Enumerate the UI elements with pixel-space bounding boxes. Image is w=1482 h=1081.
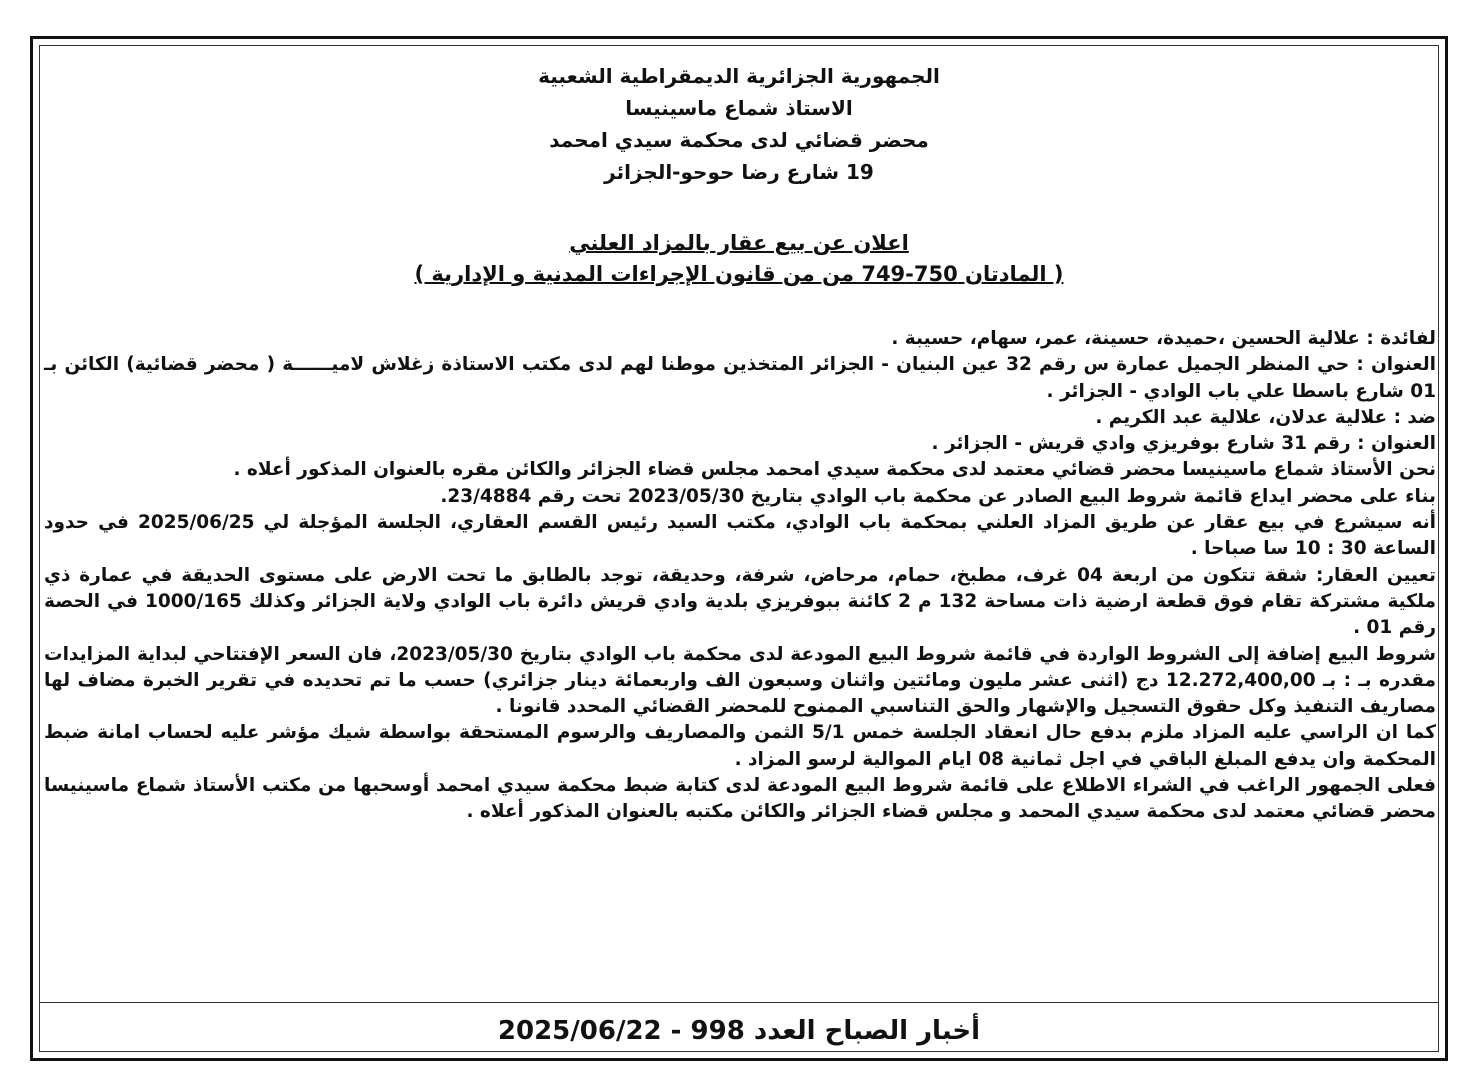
beneficiaries-address: العنوان : حي المنظر الجميل عمارة س رقم 32 عين البنيان - الجزائر المتخذين موطنا لهم لدى مكتب الاستاذة زغلاش لاميــــــة ( محضر قضائية) الكائن بـ 01 شارع باسطا علي باب الوادي - الجزائر . [44, 354, 1437, 402]
title-main: اعلان عن بيع عقار بالمزاد العلني [569, 231, 909, 255]
footer-divider [40, 1002, 1438, 1003]
bailiff-name: الاستاذ شماع ماسينيسا [625, 96, 853, 120]
payment-terms: كما ان الراسي عليه المزاد ملزم بدفع حال انعقاد الجلسة خمس 5/1 الثمن والمصاريف والرسوم المستحقة بواسطة شيك مؤشر عليه لحساب امانة ضبط المحكمة وان يدفع المبلغ الباقي في اجل ثمانية 08 ايام الموالية لرسو المزاد . [44, 722, 1436, 770]
defendants-address: العنوان : رقم 31 شارع بوفريزي وادي قريش - الجزائر . [931, 433, 1436, 455]
sale-conditions: شروط البيع إضافة إلى الشروط الواردة في قائمة شروط البيع المودعة لدى محكمة باب الوادي بتاريخ 2023/05/30، فان السعر الإفتتاحي لبداية المزايدات مقدره بـ : بـ 12.272,400,00 دج (اثنى عشر مليون ومائتين واثنان وسبعون الف واربعمائة دينار جزائري) حسب ما تم تحديده في تقرير الخبرة مضاف لها مصاريف التنفيذ وكل حقوق التسجيل والإشهار والحق التناسبي الممنوح للمحضر القضائي المحدد قانونا . [44, 643, 1436, 718]
announcement-body [44, 326, 1436, 826]
bailiff-address: 19 شارع رضا حوحو-الجزائر [604, 160, 874, 184]
announcement-inner-border [39, 45, 1439, 1052]
property-description: تعيين العقار: شقة تتكون من اربعة 04 غرف، مطبخ، حمام، مرحاض، شرفة، وحديقة، توجد بالطابق ما تحت الارض على مستوى الحديقة في عمارة ذي ملكية مشتركة تقام فوق قطعة ارضية ذات مساحة 132 م 2 كائنة ببوفريزي بلدية وادي قريش دائرة باب الوادي ولاية الجزائر وكذلك 1000/165 في الحصة رقم 01 . [44, 564, 1436, 639]
defendants: ضد : علالية عدلان، علالية عبد الكريم . [1095, 406, 1436, 428]
public-notice: فعلى الجمهور الراغب في الشراء الاطلاع على قائمة شروط البيع المودعة لدى كتابة ضبط محكمة سيدي امحمد أوسحبها من مكتب الأستاذ شماع ماسينيسا محضر قضائي معتمد لدى محكمة سيدي المحمد و مجلس قضاء الجزائر والكائن مكتبه بالعنوان المذكور أعلاه . [44, 775, 1436, 823]
title-legal-reference: ( المادتان 750-749 من من قانون الإجراءات المدنية و الإدارية ) [414, 262, 1064, 286]
announcement-frame [30, 36, 1448, 1061]
bailiff-court: محضر قضائي لدى محكمة سيدي امحمد [549, 128, 929, 152]
country-name: الجمهورية الجزائرية الديمقراطية الشعبية [538, 64, 940, 88]
publication-footer: أخبار الصباح العدد 998 - 2025/06/22 [497, 1016, 981, 1046]
letterhead [40, 60, 1438, 188]
beneficiaries: لفائدة : علالية الحسين ،حميدة، حسينة، عمر، سهام، حسيبة . [891, 328, 1436, 349]
auction-session: أنه سيشرع في بيع عقار عن طريق المزاد العلني بمحكمة باب الوادي، مكتب السيد رئيس القسم العقاري، الجلسة المؤجلة لي 2025/06/25 في حدود الساعة 30 : 10 سا صباحا . [44, 512, 1437, 560]
announcement-title [40, 228, 1438, 290]
bailiff-statement: نحن الأستاذ شماع ماسينيسا محضر قضائي معتمد لدى محكمة سيدي امحمد مجلس قضاء الجزائر والكائن مقره بالعنوان المذكور أعلاه . [233, 459, 1436, 481]
deposit-reference: بناء على محضر ايداع قائمة شروط البيع الصادر عن محكمة باب الوادي بتاريخ 2023/05/30 تحت رقم 23/4884. [440, 485, 1436, 507]
